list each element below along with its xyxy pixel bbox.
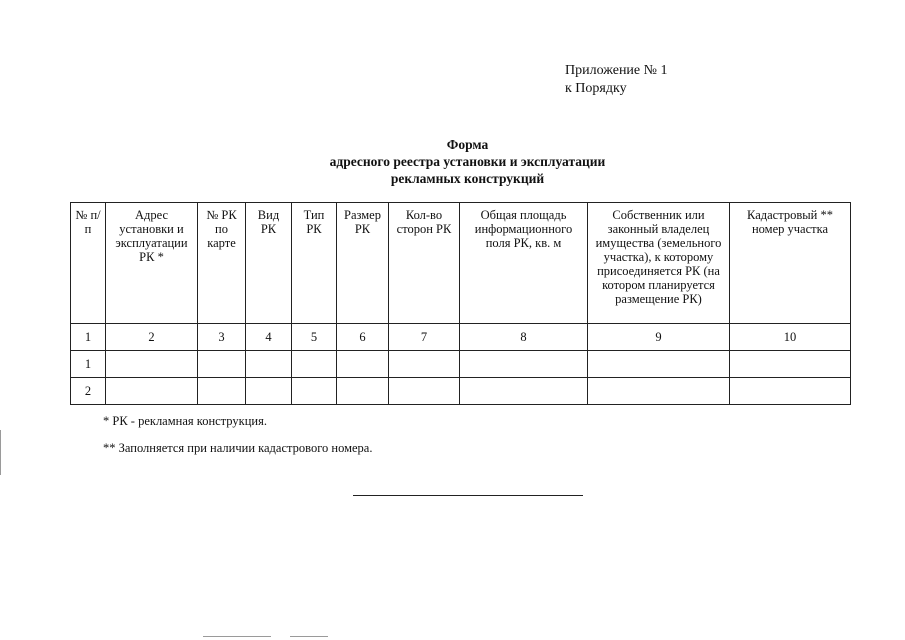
- form-title-line-1: Форма: [446, 137, 489, 152]
- index-cell: 10: [730, 324, 851, 351]
- header-cell-size: Размер РК: [337, 203, 389, 324]
- annex-number: Приложение № 1: [565, 63, 668, 78]
- empty-cell: [389, 351, 460, 378]
- header-cell-address: Адрес установки и эксплуатации РК *: [106, 203, 198, 324]
- empty-cell: [292, 351, 337, 378]
- form-title-line-2: адресного реестра установки и эксплуатации: [329, 154, 606, 169]
- index-cell: 6: [337, 324, 389, 351]
- table-header-row: [71, 203, 851, 324]
- header-cell-owner: Собственник или законный владелец имущества (земельного участка), к которому присоединяется РК (на котором планируется размещение РК): [588, 203, 730, 324]
- footnote-rk-definition: * РК - рекламная конструкция.: [103, 414, 267, 428]
- empty-cell: [106, 351, 198, 378]
- registry-table: [70, 202, 851, 405]
- form-title-line-3: рекламных конструкций: [390, 171, 545, 186]
- index-cell: 7: [389, 324, 460, 351]
- table-index-row: [71, 324, 851, 351]
- scan-artifact-bottom: [290, 636, 328, 637]
- form-title: [0, 136, 905, 187]
- row-number-cell: 2: [71, 378, 106, 405]
- empty-cell: [106, 378, 198, 405]
- header-cell-map-number: № РК по карте: [198, 203, 246, 324]
- table-row: [71, 351, 851, 378]
- footnote-cadastral: ** Заполняется при наличии кадастрового номера.: [103, 441, 373, 455]
- index-cell: 5: [292, 324, 337, 351]
- empty-cell: [588, 378, 730, 405]
- empty-cell: [730, 351, 851, 378]
- empty-cell: [246, 378, 292, 405]
- header-cell-cadastral: Кадастровый ** номер участка: [730, 203, 851, 324]
- header-cell-number: № п/п: [71, 203, 106, 324]
- table-row: [71, 378, 851, 405]
- annex-order-ref: к Порядку: [565, 81, 627, 96]
- index-cell: 1: [71, 324, 106, 351]
- scan-artifact-left: [0, 430, 1, 475]
- empty-cell: [337, 378, 389, 405]
- annex-reference: [565, 62, 668, 98]
- empty-cell: [198, 351, 246, 378]
- empty-cell: [460, 378, 588, 405]
- header-cell-kind: Вид РК: [246, 203, 292, 324]
- header-cell-type: Тип РК: [292, 203, 337, 324]
- empty-cell: [337, 351, 389, 378]
- index-cell: 2: [106, 324, 198, 351]
- empty-cell: [246, 351, 292, 378]
- row-number-cell: 1: [71, 351, 106, 378]
- index-cell: 8: [460, 324, 588, 351]
- index-cell: 3: [198, 324, 246, 351]
- separator-line: [353, 495, 583, 496]
- scan-artifact-bottom: [203, 636, 271, 637]
- empty-cell: [292, 378, 337, 405]
- empty-cell: [730, 378, 851, 405]
- empty-cell: [198, 378, 246, 405]
- header-cell-area: Общая площадь информационного поля РК, кв. м: [460, 203, 588, 324]
- index-cell: 9: [588, 324, 730, 351]
- header-cell-sides: Кол-во сторон РК: [389, 203, 460, 324]
- empty-cell: [460, 351, 588, 378]
- index-cell: 4: [246, 324, 292, 351]
- empty-cell: [588, 351, 730, 378]
- empty-cell: [389, 378, 460, 405]
